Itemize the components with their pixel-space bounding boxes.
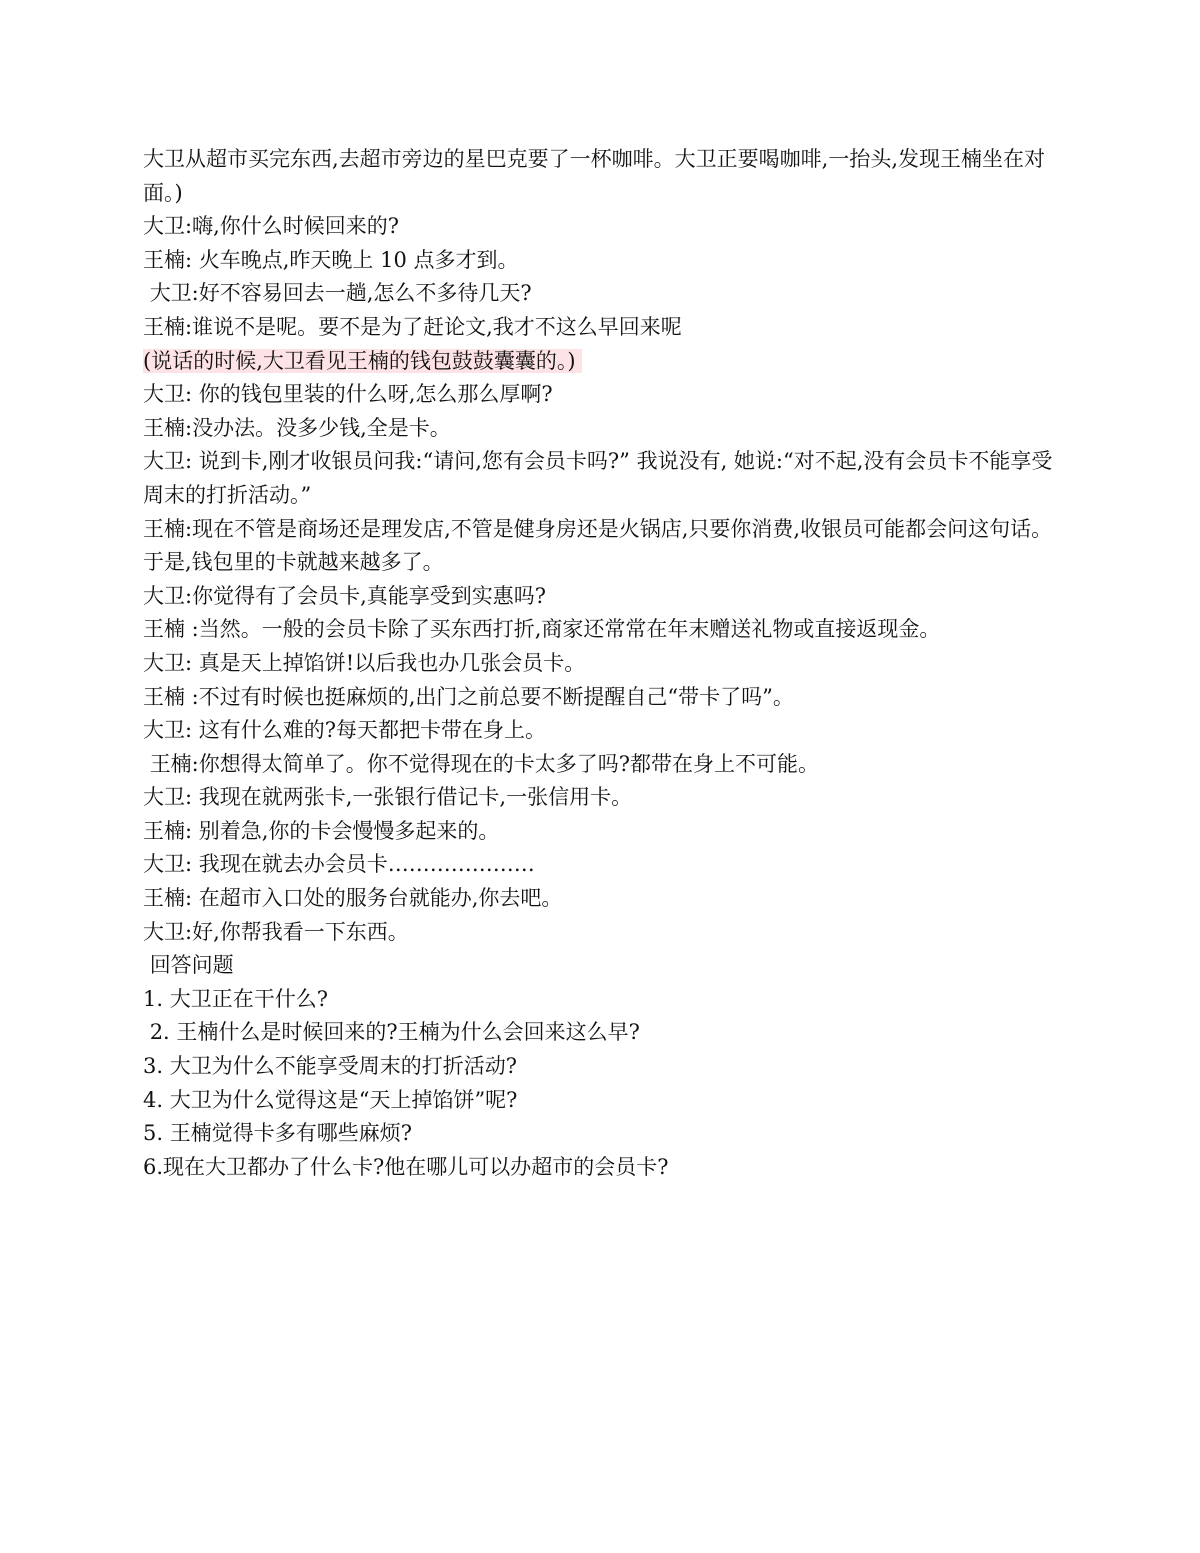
question-item: 4. 大卫为什么觉得这是“天上掉馅饼”呢?: [143, 1087, 518, 1112]
dialogue-line: 大卫: 说到卡,刚才收银员问我:“请问,您有会员卡吗?” 我说没有, 她说:“对不起,没有会员卡不能享受周末的打折活动。”: [143, 449, 1053, 507]
question-item: 3. 大卫为什么不能享受周末的打折活动?: [143, 1054, 517, 1079]
dialogue-line: 大卫:好不容易回去一趟,怎么不多待几天?: [143, 281, 532, 306]
dialogue-line: 大卫: 我现在就去办会员卡…………………: [143, 852, 535, 877]
dialogue-line: 大卫:你觉得有了会员卡,真能享受到实惠吗?: [143, 583, 547, 608]
dialogue-line: 王楠:没办法。没多少钱,全是卡。: [143, 415, 451, 440]
dialogue-line: 大卫: 我现在就两张卡,一张银行借记卡,一张信用卡。: [143, 785, 633, 810]
dialogue-line: 王楠:现在不管是商场还是理发店,不管是健身房还是火锅店,只要你消费,收银员可能都会问这句话。于是,钱包里的卡就越来越多了。: [143, 516, 1053, 575]
question-item: 5. 王楠觉得卡多有哪些麻烦?: [143, 1121, 412, 1146]
highlighted-text: (说话的时候,大卫看见王楠的钱包鼓鼓囊囊的。): [143, 349, 582, 373]
document-body: [143, 143, 1063, 1184]
narration-intro: 大卫从超市买完东西,去超市旁边的星巴克要了一杯咖啡。大卫正要喝咖啡,一抬头,发现王楠坐在对面。): [143, 147, 1046, 205]
dialogue-line: 王楠:你想得太简单了。你不觉得现在的卡太多了吗?都带在身上不可能。: [143, 751, 820, 776]
dialogue-line: 王楠: 在超市入口处的服务台就能办,你去吧。: [143, 886, 563, 911]
dialogue-line: 大卫: 这有什么难的?每天都把卡带在身上。: [143, 718, 547, 743]
question-item: 2. 王楠什么是时候回来的?王楠为什么会回来这么早?: [143, 1020, 640, 1045]
dialogue-line: 王楠 :不过有时候也挺麻烦的,出门之前总要不断提醒自己“带卡了吗”。: [143, 684, 794, 709]
dialogue-line: 王楠:谁说不是呢。要不是为了赶论文,我才不这么早回来呢: [143, 314, 682, 339]
dialogue-line: 王楠 :当然。一般的会员卡除了买东西打折,商家还常常在年末赠送礼物或直接返现金。: [143, 617, 941, 642]
dialogue-line: 王楠: 火车晚点,昨天晚上 10 点多才到。: [143, 247, 519, 272]
questions-heading: 回答问题: [143, 953, 234, 978]
question-item: 1. 大卫正在干什么?: [143, 986, 328, 1011]
dialogue-line: 王楠: 别着急,你的卡会慢慢多起来的。: [143, 818, 500, 843]
dialogue-line: 大卫:好,你帮我看一下东西。: [143, 919, 409, 944]
dialogue-line: 大卫: 你的钱包里装的什么呀,怎么那么厚啊?: [143, 382, 553, 407]
dialogue-line: 大卫:嗨,你什么时候回来的?: [143, 214, 400, 239]
dialogue-line: 大卫: 真是天上掉馅饼!以后我也办几张会员卡。: [143, 650, 586, 675]
narration-highlighted: [143, 345, 1063, 379]
question-item: 6.现在大卫都办了什么卡?他在哪儿可以办超市的会员卡?: [143, 1154, 669, 1179]
